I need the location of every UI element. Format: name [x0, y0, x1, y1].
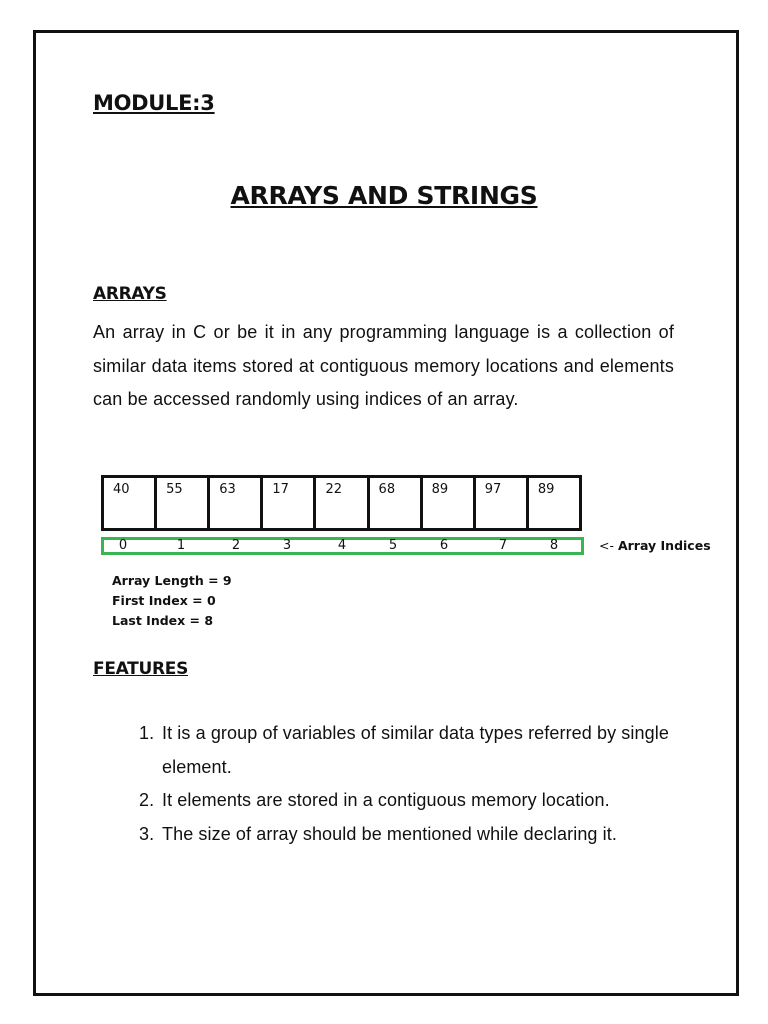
index-label: 0: [118, 538, 128, 553]
list-item: [139, 818, 679, 852]
array-cell: 89: [537, 482, 555, 497]
list-item-number: 3.: [139, 823, 155, 844]
array-cell: 97: [476, 478, 529, 528]
index-label: 8: [549, 538, 559, 553]
list-item: [139, 717, 679, 784]
index-label: 4: [337, 538, 347, 553]
list-item: [139, 784, 679, 818]
list-item-number: 2.: [139, 790, 155, 810]
module-title: MODULE:3: [93, 91, 215, 115]
indices-caption-text: Array Indices: [617, 538, 711, 553]
index-label: 6: [439, 538, 449, 553]
features-heading: FEATURES: [93, 659, 189, 679]
index-label: 3: [282, 538, 292, 553]
array-cell: 17: [263, 478, 316, 528]
arrays-heading: ARRAYS: [93, 284, 167, 304]
first-index-label: First Index = 0: [112, 593, 216, 608]
page-title: ARRAYS AND STRINGS: [230, 181, 538, 210]
last-index-label: Last Index = 8: [112, 613, 214, 628]
indices-arrow: <-: [599, 538, 618, 553]
indices-caption: [599, 537, 711, 555]
array-cell: 40: [104, 478, 157, 528]
array-cell: 55: [157, 478, 210, 528]
features-list: [139, 717, 679, 851]
list-item-text: It is a group of variables of similar data types referred by single element.: [162, 723, 669, 777]
list-item-text: The size of array should be mentioned while declaring it.: [162, 823, 617, 844]
list-item-text: It elements are stored in a contiguous memory location.: [162, 790, 610, 810]
array-cell: 89: [423, 478, 476, 528]
array-cell: 63: [210, 478, 263, 528]
index-label: 7: [498, 538, 508, 553]
arrays-paragraph: An array in C or be it in any programming language is a collection of similar data items stored at contiguous memory locations and elements can be accessed randomly using indices of an array.: [93, 322, 674, 409]
index-label: 2: [231, 538, 241, 553]
array-diagram: [101, 475, 582, 531]
list-item-number: 1.: [139, 723, 155, 743]
index-label: 1: [176, 538, 186, 553]
array-length-label: Array Length = 9: [112, 573, 232, 588]
array-cell: 22: [316, 478, 369, 528]
index-label: 5: [388, 538, 398, 553]
array-cell: 68: [370, 478, 423, 528]
